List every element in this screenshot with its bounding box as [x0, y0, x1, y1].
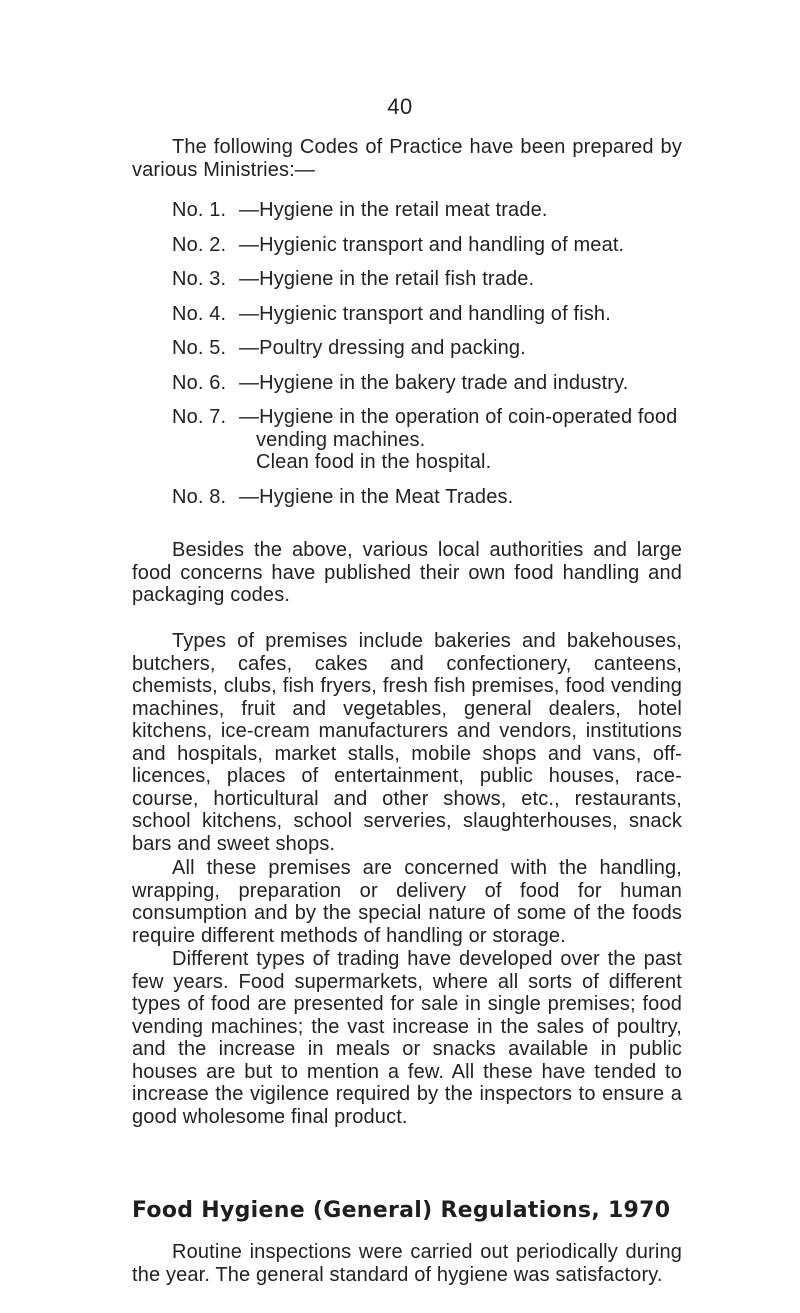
code-title-line: —Poultry dressing and packing. [239, 337, 526, 359]
code-title-line: —Hygiene in the retail fish trade. [239, 268, 535, 290]
code-number: No. 3. [172, 268, 227, 290]
code-item [172, 303, 692, 326]
code-item [172, 268, 692, 291]
section-heading: Food Hygiene (General) Regulations, 1970 [132, 1198, 671, 1223]
code-title [239, 199, 692, 222]
code-number: No. 2. [172, 233, 227, 256]
code-title-line: vending machines. [256, 428, 426, 451]
code-number: No. 8. [172, 485, 227, 508]
routine-inspections-paragraph: Routine inspections were carried out periodically during the year. The general standard of hygiene was satisfactory. [132, 1241, 682, 1286]
code-number: No. 6. [172, 371, 227, 394]
code-title [239, 303, 692, 326]
premises-concern-paragraph: All these premises are concerned with the handling, wrapping, preparation or delivery of food for human consumption and by the special nature of some of the foods require different methods of handling or storage. [132, 857, 682, 947]
code-item [172, 234, 692, 257]
code-title-line: —Hygiene in the Meat Trades. [239, 485, 514, 508]
code-item [172, 486, 692, 509]
code-title-line: —Hygienic transport and handling of meat. [239, 233, 625, 256]
code-title [239, 372, 692, 395]
code-number: No. 4. [172, 302, 227, 325]
page-number: 40 [387, 94, 413, 119]
code-item [172, 372, 692, 395]
code-item [172, 199, 692, 222]
intro-paragraph: The following Codes of Practice have been prepared by various Ministries:— [132, 136, 682, 181]
code-number: No. 5. [172, 337, 227, 359]
code-title [239, 234, 692, 257]
trading-types-paragraph: Different types of trading have developed over the past few years. Food supermarkets, where all sorts of different types of food are presented for sale in single premises; food vending machines; the vast increase in the sales of poultry, and the increase in meals or snacks available in public houses are but to mention a few. All these have tended to increase the vigilence required by the inspectors to ensure a good wholesome final product. [132, 948, 682, 1128]
code-title [239, 337, 692, 360]
code-title-line: —Hygienic transport and handling of fish. [239, 302, 611, 325]
code-title-line: Clean food in the hospital. [256, 451, 492, 473]
code-title-line: —Hygiene in the operation of coin-operated food [239, 406, 678, 428]
code-title-line: —Hygiene in the bakery trade and industry. [239, 371, 629, 394]
besides-paragraph: Besides the above, various local authorities and large food concerns have published their own food handling and packaging codes. [132, 539, 682, 606]
code-item [172, 406, 692, 474]
code-title [239, 268, 692, 291]
code-title [239, 486, 692, 509]
code-item [172, 337, 692, 360]
premises-types-paragraph: Types of premises include bakeries and bakehouses, butchers, cafes, cakes and confectionery, canteens, chemists, clubs, fish fryers, fresh fish premises, food vending machines, fruit and vegetables, general dealers, hotel kitchens, ice-cream manufacturers and vendors, institutions and hospitals, market stalls, mobile shops and vans, off-licences, places of entertainment, public houses, race-course, horticultural and other shows, etc., restaurants, school kitchens, school serveries, slaughterhouses, snack bars and sweet shops. [132, 630, 682, 855]
code-title [239, 406, 692, 474]
code-number: No. 1. [172, 199, 227, 221]
code-number: No. 7. [172, 406, 227, 428]
code-title-line: —Hygiene in the retail meat trade. [239, 199, 548, 221]
codes-of-practice-list [172, 199, 692, 520]
